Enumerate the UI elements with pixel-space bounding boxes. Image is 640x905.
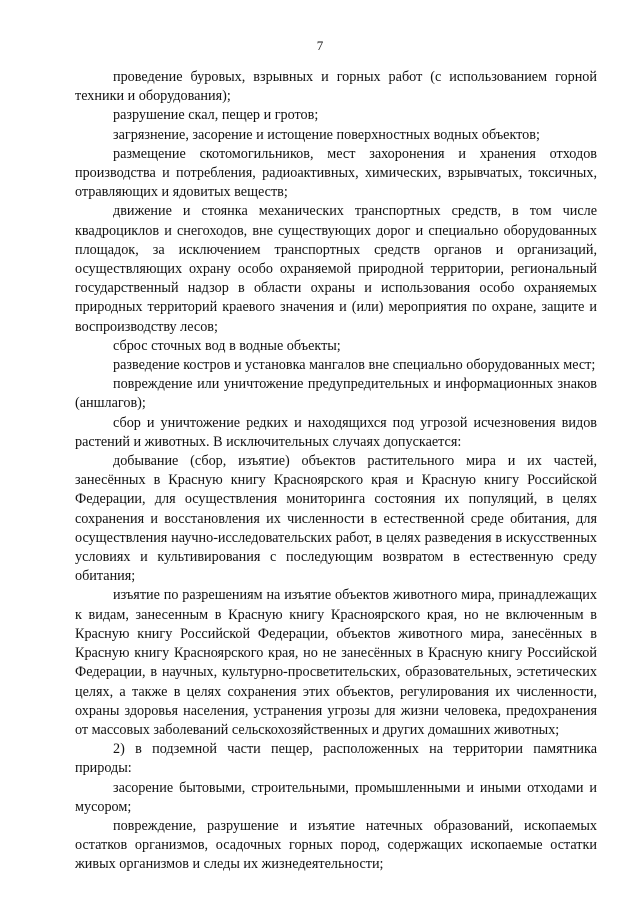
paragraph: добывание (сбор, изъятие) объектов растительного мира и их частей, занесённых в Красную книгу Красноярского края и Красную книгу Российской Федерации, для осуществления мониторинга состояния их популяций, в целях сохранения и восстановления их численности в естественной среде обитания, для осуществления научно-исследовательских работ, в целях разведения в искусственных условиях и культивирования с последующим возвратом в естественную среду обитания; [75,453,597,585]
paragraph: изъятие по разрешениям на изъятие объектов животного мира, принадлежащих к видам, занесенным в Красную книгу Красноярского края, но не включенным в Красную книгу Российской Федерации, объектов животного мира, занесённых в Красную книгу Красноярского края, но не занесённых в Красную книгу Российской Федерации, в научных, культурно-просветительских, образовательных, эстетических целях, а также в целях сохранения этих объектов, регулирования их численности, охраны здоровья населения, устранения угрозы для жизни человека, предохранения от массовых заболеваний сельскохозяйственных и других домашних животных; [75,587,597,738]
paragraph: повреждение или уничтожение предупредительных и информационных знаков (аншлагов); [75,376,597,412]
paragraph: проведение буровых, взрывных и горных работ (с использованием горной техники и оборудования); [75,69,597,105]
paragraph: размещение скотомогильников, мест захоронения и хранения отходов производства и потребления, радиоактивных, химических, взрывчатых, токсичных, отравляющих и ядовитых веществ; [75,145,597,201]
document-body [75,68,597,875]
page-number: 7 [316,38,324,53]
paragraph: 2) в подземной части пещер, расположенных на территории памятника природы: [75,741,597,777]
paragraph: сброс сточных вод в водные объекты; [113,337,341,354]
paragraph: сбор и уничтожение редких и находящихся под угрозой исчезновения видов растений и животных. В исключительных случаях допускается: [75,414,597,450]
paragraph: разрушение скал, пещер и гротов; [113,107,319,124]
paragraph: засорение бытовыми, строительными, промышленными и иными отходами и мусором; [75,779,597,815]
paragraph: загрязнение, засорение и истощение поверхностных водных объектов; [113,126,540,143]
paragraph: повреждение, разрушение и изъятие натечных образований, ископаемых остатков организмов, осадочных горных пород, содержащих ископаемые остатки живых организмов и следы их жизнедеятельности; [75,817,597,873]
paragraph: разведение костров и установка мангалов вне специально оборудованных мест; [113,357,596,374]
paragraph: движение и стоянка механических транспортных средств, в том числе квадроциклов и снегоходов, вне существующих дорог и специально оборудованных площадок, за исключением транспортных средств органов и организаций, осуществляющих охрану особо охраняемой природной территории, региональный государственный надзор в области охраны и использования особо охраняемых природных территорий краевого значения и (или) мероприятия по охране, защите и воспроизводству лесов; [75,203,597,335]
